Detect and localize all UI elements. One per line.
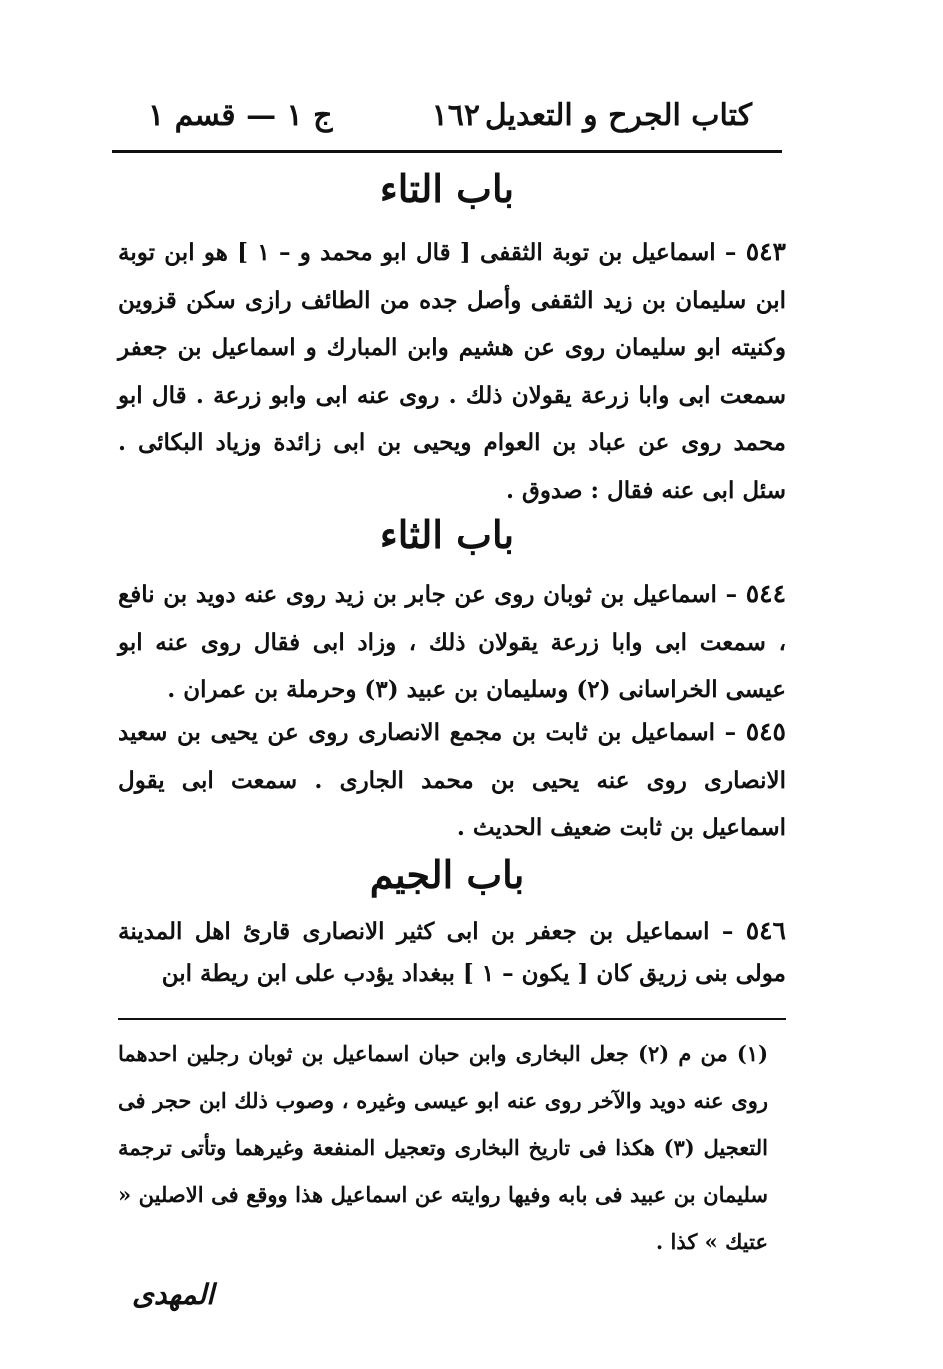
entry-543 (118, 228, 786, 514)
volume-label: ج ١ — قسم ١ (148, 98, 333, 133)
entry-545 (118, 708, 786, 852)
chapter-heading-thaa: باب الثاء (379, 512, 515, 557)
book-title: كتاب الجرح و التعديل (484, 98, 752, 133)
entry-544 (118, 570, 786, 714)
signature: المهدى (132, 1278, 215, 1311)
entry-number: ٥٤٣ (745, 237, 786, 266)
entry-text: – اسماعيل بن ثابت بن مجمع الانصارى روى عن يحيى بن سعيد الانصارى روى عنه يحيى بن محمد الجارى . سمعت ابى يقول اسماعيل بن ثابت ضعيف الحديث . (118, 719, 786, 841)
running-header (112, 92, 780, 142)
entry-546 (118, 910, 786, 995)
entry-number: ٥٤٦ (745, 916, 786, 945)
entry-number: ٥٤٤ (745, 579, 787, 608)
footnote-rule (118, 1018, 786, 1020)
chapter-heading-taa: باب التاء (379, 166, 515, 211)
entry-text: – اسماعيل بن ثوبان روى عن جابر بن زيد روى عنه دويد بن نافع ، سمعت ابى وابا زرعة يقولان ذلك ، وزاد ابى فقال روى عنه ابو عيسى الخراسانى (٢) وسليمان بن عبيد (٣) وحرملة بن عمران . (118, 581, 786, 703)
entry-text: – اسماعيل بن جعفر بن ابى كثير الانصارى قارئ اهل المدينة مولى بنى زريق كان [ يكون – ١ ] ببغداد يؤدب على ابن ريطة ابن (118, 918, 786, 987)
entry-text: – اسماعيل بن توبة الثقفى [ قال ابو محمد و – ١ ] هو ابن توبة ابن سليمان بن زيد الثقفى وأصل جده من الطائف رازى سكن قزوين وكنيته ابو سليمان روى عن هشيم وابن المبارك و اسماعيل بن جعفر سمعت ابى وابا زرعة يقولان ذلك . روى عنه ابى وابو زرعة . قال ابو محمد روى عن عباد بن العوام ويحيى بن ابى زائدة وزياد البكائى . سئل ابى عنه فقال : صدوق . (118, 239, 786, 504)
page-number: ١٦٢ (431, 98, 480, 133)
footnotes: (١) من م (٢) جعل البخارى وابن حبان اسماعيل بن ثوبان رجلين احدهما روى عنه دويد والآخر روى عنه ابو عيسى وغيره ، وصوب ذلك ابن حجر فى التعجيل (٣) هكذا فى تاريخ البخارى وتعجيل المنفعة وغيرهما وتأتى ترجمة سليمان بن عبيد فى بابه وفيها روايته عن اسماعيل هذا ووقع فى الاصلين « عتيك » كذا . (118, 1041, 768, 1254)
entry-number: ٥٤٥ (745, 717, 786, 746)
chapter-heading-jeem: باب الجيم (369, 852, 525, 897)
header-rule (112, 150, 782, 153)
